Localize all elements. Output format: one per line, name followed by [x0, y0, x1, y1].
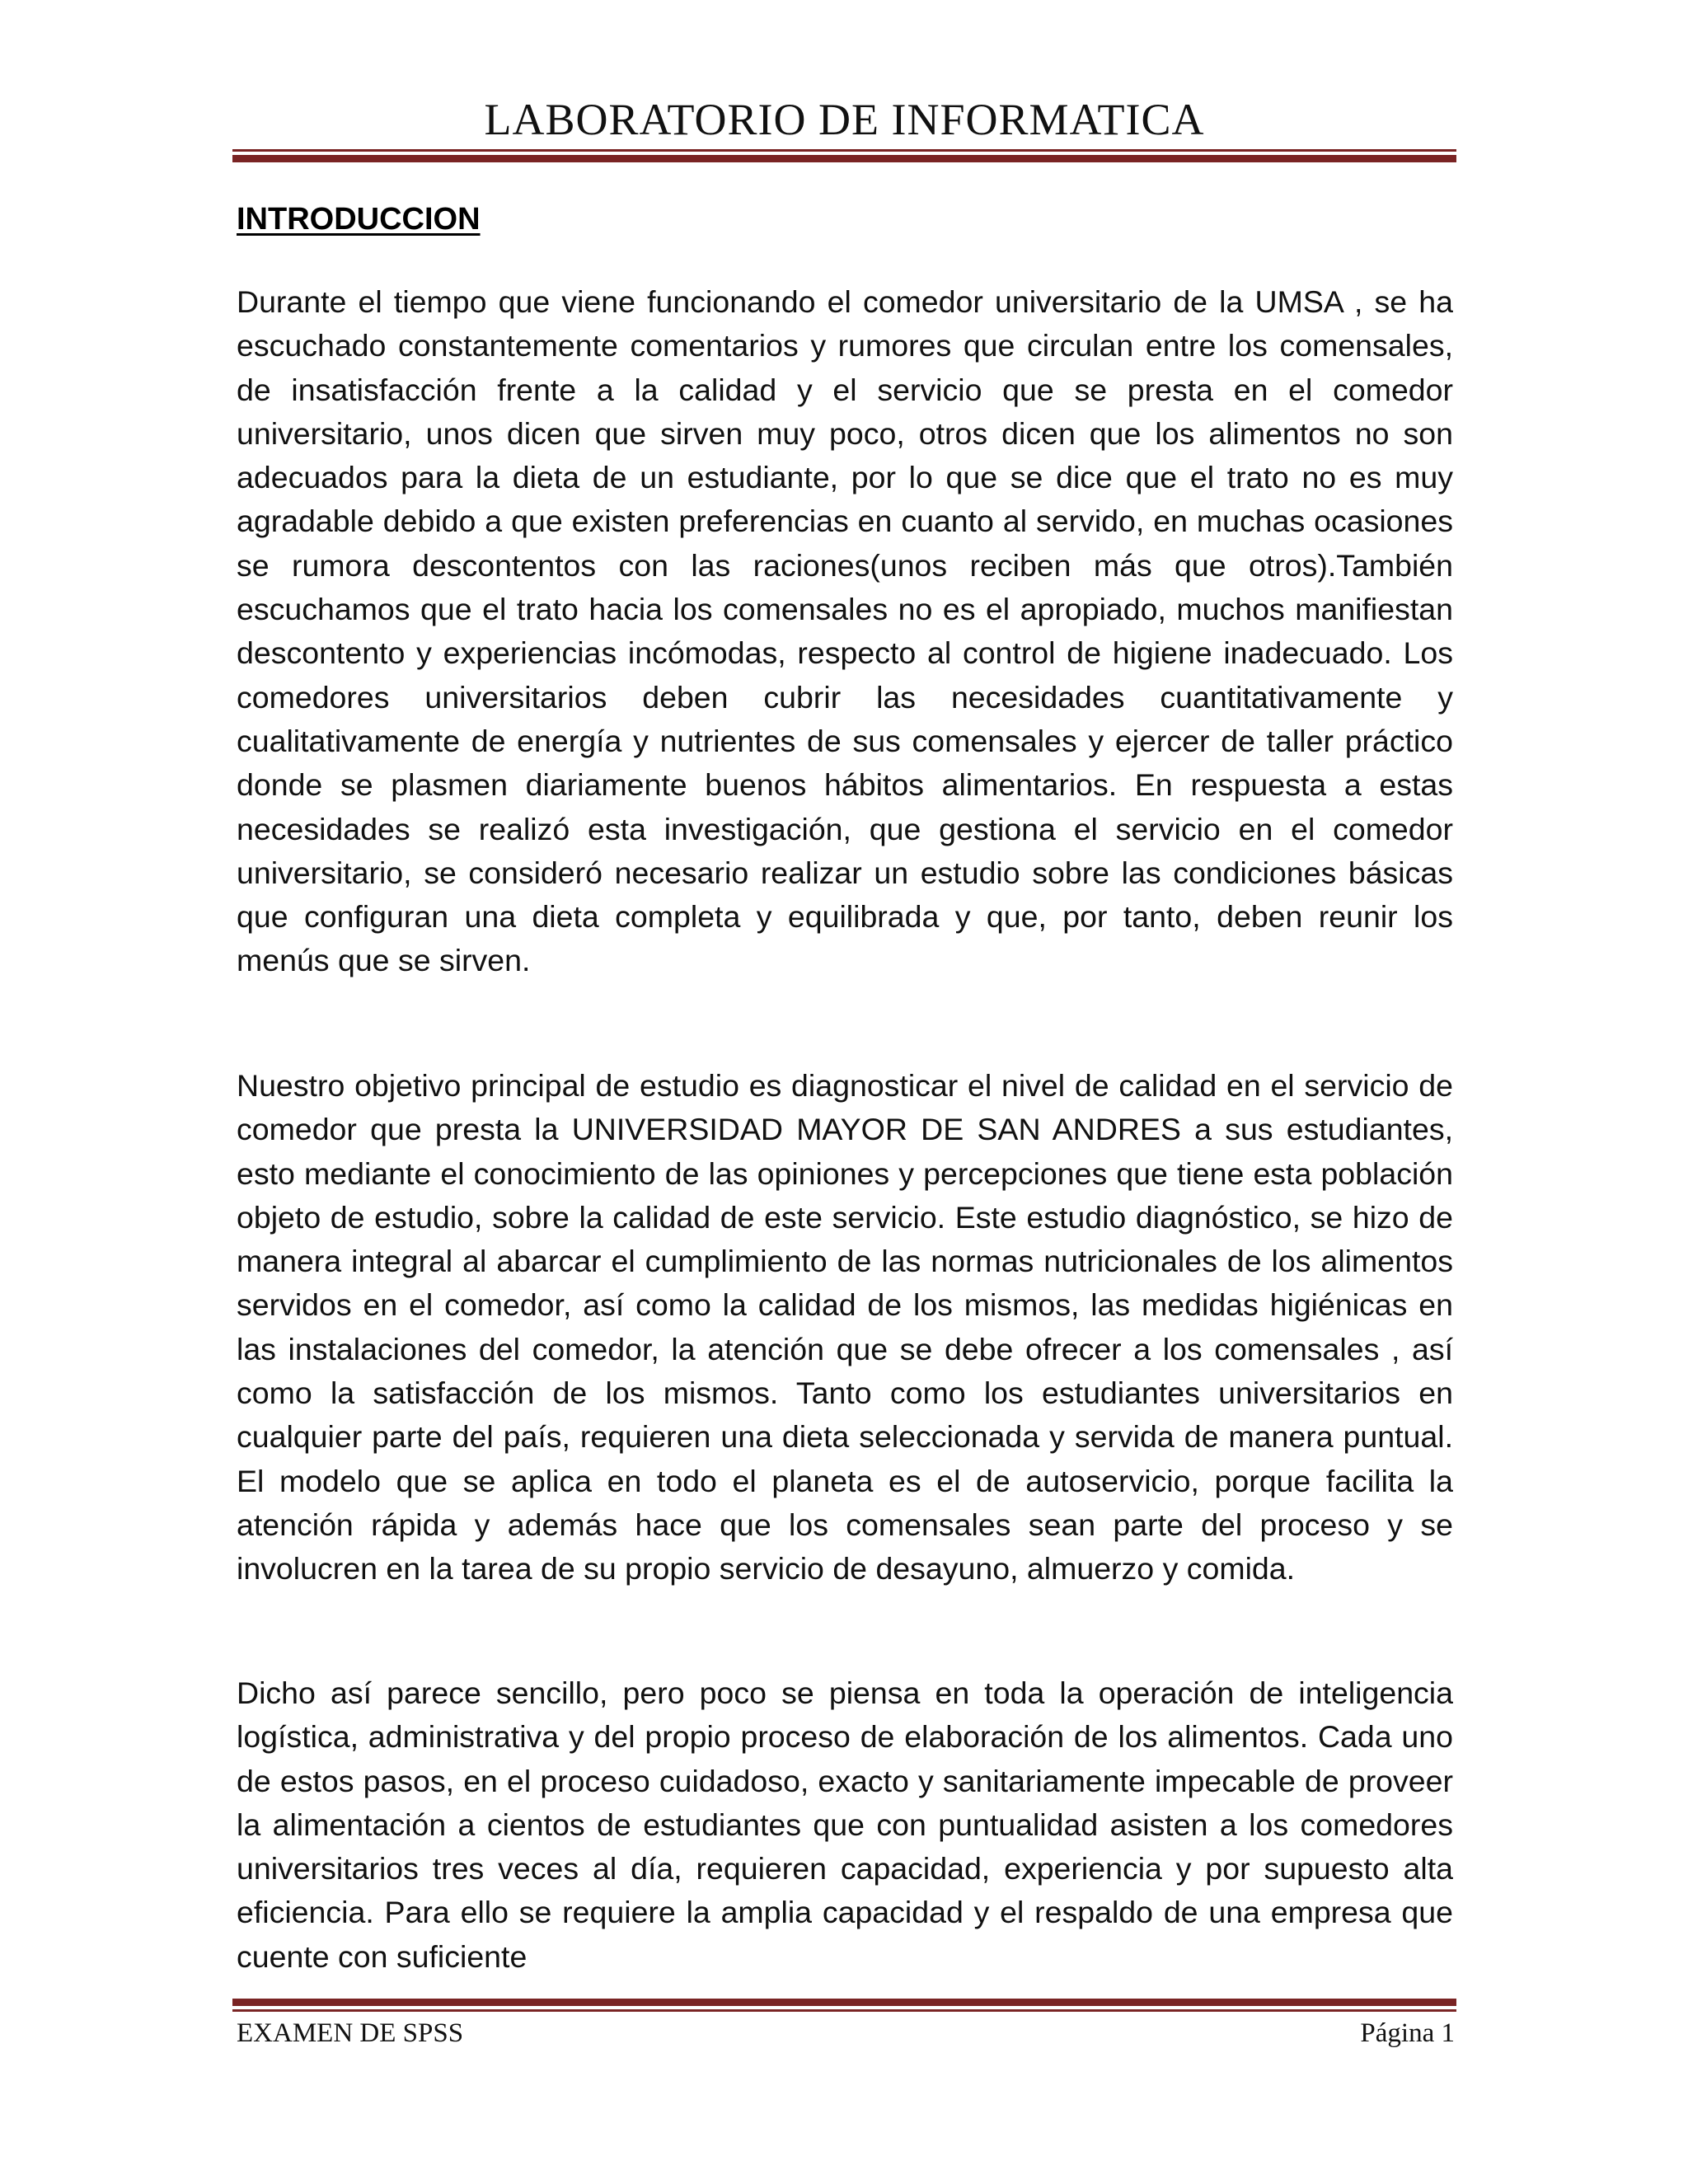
footer-rule-thick — [232, 1999, 1456, 2006]
page-number: Página 1 — [1360, 2018, 1455, 2048]
page-header-title: LABORATORIO DE INFORMATICA — [484, 95, 1205, 144]
footer-rule-thin — [232, 2009, 1456, 2012]
paragraph-3: Dicho así parece sencillo, pero poco se piensa en toda la operación de inteligencia logística, administrativa y del propio proceso de elaboración de los alimentos. Cada uno de estos pasos, en el proceso cuidadoso, exacto y sanitariamente impecable de proveer la alimentación a cientos de estudiantes que con puntualidad asisten a los comedores universitarios tres veces al día, requieren capacidad, experiencia y por supuesto alta eficiencia. Para ello se requiere la amplia capacidad y el respaldo de una empresa que cuente con suficiente — [237, 1675, 1453, 1974]
paragraph-1: Durante el tiempo que viene funcionando el comedor universitario de la UMSA , se ha escuchado constantemente comentarios y rumores que circulan entre los comensales, de insatisfacción frente a la calidad y el servicio que se presta en el comedor universitario, unos dicen que sirven muy poco, otros dicen que los alimentos no son adecuados para la dieta de un estudiante, por lo que se dice que el trato no es muy agradable debido a que existen preferencias en cuanto al servido, en muchas ocasiones se rumora descontentos con las raciones(unos reciben más que otros).También escuchamos que el trato hacia los comensales no es el apropiado, muchos manifiestan descontento y experiencias incómodas, respecto al control de higiene inadecuado. Los comedores universitarios deben cubrir las necesidades cuantitativamente y cualitativamente de energía y nutrientes de sus comensales y ejercer de taller práctico donde se plasmen diariamente buenos hábitos alimentarios. En respuesta a estas necesidades se realizó esta investigación, que gestiona el servicio en el comedor universitario, se consideró necesario realizar un estudio sobre las condiciones básicas que configuran una dieta completa y equilibrada y que, por tanto, deben reunir los menús que se sirven. — [237, 284, 1453, 978]
paragraph-2: Nuestro objetivo principal de estudio es diagnosticar el nivel de calidad en el servicio de comedor que presta la UNIVERSIDAD MAYOR DE SAN ANDRES a sus estudiantes, esto mediante el conocimiento de las opiniones y percepciones que tiene esta población objeto de estudio, sobre la calidad de este servicio. Este estudio diagnóstico, se hizo de manera integral al abarcar el cumplimiento de las normas nutricionales de los alimentos servidos en el comedor, así como la calidad de los mismos, las medidas higiénicas en las instalaciones del comedor, la atención que se debe ofrecer a los comensales , así como la satisfacción de los mismos. Tanto como los estudiantes universitarios en cualquier parte del país, requieren una dieta seleccionada y servida de manera puntual. El modelo que se aplica en todo el planeta es el de autoservicio, porque facilita la atención rápida y además hace que los comensales sean parte del proceso y se involucren en la tarea de su propio servicio de desayuno, almuerzo y comida. — [237, 1068, 1453, 1586]
header-rule-thin — [232, 149, 1456, 152]
footer-left-text: EXAMEN DE SPSS — [237, 2018, 464, 2048]
section-heading: INTRODUCCION — [237, 202, 481, 237]
header-rule-thick — [232, 155, 1456, 162]
